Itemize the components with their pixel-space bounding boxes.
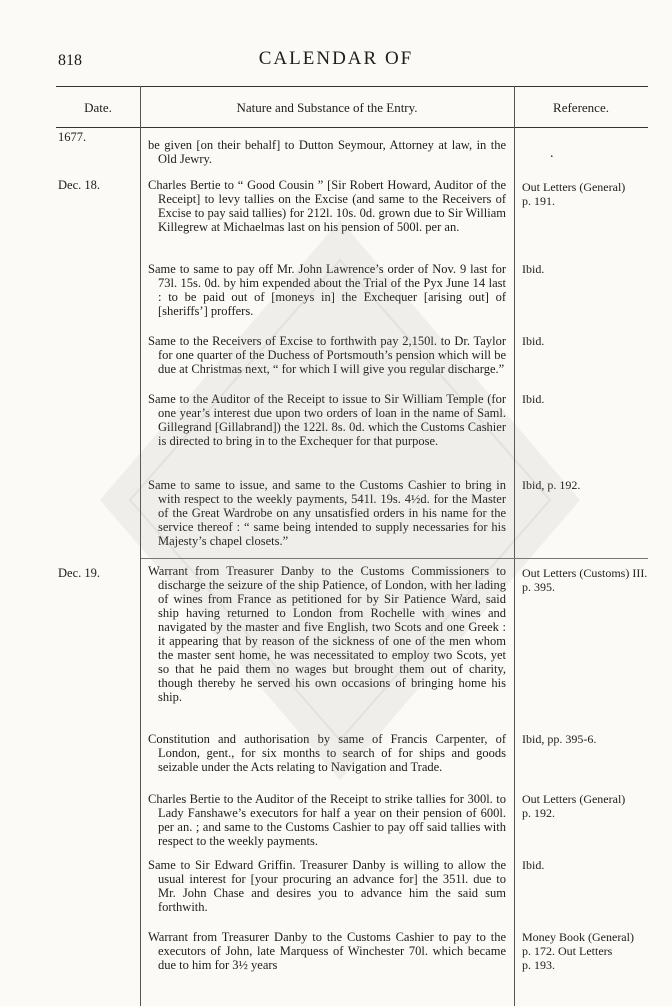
entry-date: Dec. 19. <box>58 566 100 580</box>
column-divider-right <box>514 86 515 1006</box>
entry-reference: Out Letters (Customs) III. p. 395. <box>522 566 648 594</box>
entry-text: be given [on their behalf] to Dutton Seymour, Attorney at law, in the Old Jewry. <box>148 138 506 166</box>
entry-text: Warrant from Treasurer Danby to the Customs Cashier to pay to the executors of John, late Marquess of Winchester 70l. which became due to him for 3½ years <box>148 930 506 972</box>
entry-text: Same to same to pay off Mr. John Lawrence’s order of Nov. 9 last for 73l. 15s. 0d. by him expended about the Trial of the Pyx June 14 last : to be paid out of [moneys in] the Exchequer [arising out] of [sheriffs’] proffers. <box>148 262 506 318</box>
entry-reference: Ibid. <box>522 262 545 276</box>
entry-reference: Ibid, p. 192. <box>522 478 581 492</box>
table-header <box>56 86 648 128</box>
entry-reference: . <box>550 146 554 161</box>
page-number: 818 <box>58 52 82 69</box>
running-title: CALENDAR OF <box>258 48 414 69</box>
entry-reference: Money Book (General) p. 172. Out Letters p. 193. <box>522 930 634 972</box>
column-header-nature: Nature and Substance of the Entry. <box>236 100 418 115</box>
entry-separator <box>141 558 648 559</box>
entry-text: Same to Sir Edward Griffin. Treasurer Danby is willing to allow the usual interest for [your procuring an advance for] the 351l. due to Mr. John Chase and desires you to advance him the said sum forthwith. <box>148 858 506 914</box>
entry-text: Same to the Receivers of Excise to forthwith pay 2,150l. to Dr. Taylor for one quarter of the Duchess of Portsmouth’s pension which will be due at Christmas next, “ for which I will give you regular discharge.” <box>148 334 506 376</box>
column-header-date: Date. <box>84 100 112 115</box>
entry-text: Warrant from Treasurer Danby to the Customs Commissioners to discharge the seizure of the ship Patience, of London, with her lading of wines from France as petitioned for by Sir Patience Ward, said ship having returned to London from Rochelle with wines and navigated by the master and five English, two Scots and one Greek : it appearing that by reason of the sickness of one of the men whom the master sent home, he was necessitated to employ two Scots, yet so that he paid them no wages but brought them out of charity, though thereby he served his own occasions of bringing home his ship. <box>148 564 506 704</box>
column-header-reference: Reference. <box>553 100 609 115</box>
entry-text: Constitution and authorisation by same of Francis Carpenter, of London, gent., for six months to search of for ships and goods seizable under the Acts relating to Navigation and Trade. <box>148 732 506 774</box>
entry-reference: Ibid, pp. 395-6. <box>522 732 597 746</box>
entry-text: Same to the Auditor of the Receipt to issue to Sir William Temple (for one year’s interest due upon two orders of loan in the name of Saml. Gillegrand [Gillabrand]) the 122l. 8s. 0d. which the Customs Cashier is directed to bring in to the Exchequer for that purpose. <box>148 392 506 448</box>
entry-text: Same to same to issue, and same to the Customs Cashier to bring in with respect to the weekly payments, 541l. 19s. 4½d. for the Master of the Great Wardrobe on any unsatisfied orders in his name for the service thereof : “ same being intended to supply necessaries for his Majesty’s chapel closets.” <box>148 478 506 548</box>
entry-reference: Out Letters (General) p. 192. <box>522 792 626 820</box>
entry-reference: Ibid. <box>522 334 545 348</box>
entry-text: Charles Bertie to “ Good Cousin ” [Sir Robert Howard, Auditor of the Receipt] to levy tallies on the Excise (and same to the Receivers of Excise to pay said tallies) for 212l. 10s. 0d. grown due to Sir William Killegrew at Michaelmas last on his pension of 500l. per an. <box>148 178 506 234</box>
entry-text: Charles Bertie to the Auditor of the Receipt to strike tallies for 300l. to Lady Fanshawe’s executors for half a year on their pension of 600l. per an. ; and same to the Customs Cashier to pay off said tallies with respect to the weekly payments. <box>148 792 506 848</box>
column-divider-left <box>140 86 141 1006</box>
entry-reference: Ibid. <box>522 858 545 872</box>
entry-reference: Out Letters (General) p. 191. <box>522 180 626 208</box>
entry-reference: Ibid. <box>522 392 545 406</box>
entry-date: Dec. 18. <box>58 178 100 192</box>
entry-date: 1677. <box>58 130 87 144</box>
